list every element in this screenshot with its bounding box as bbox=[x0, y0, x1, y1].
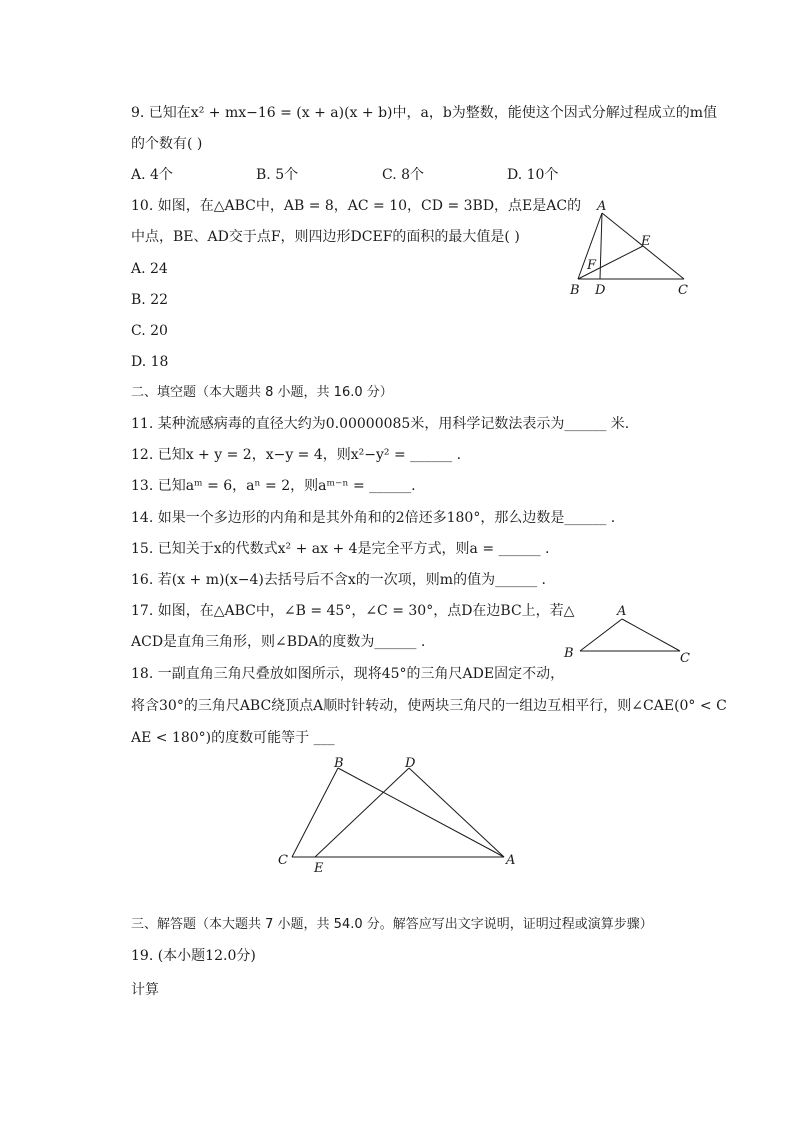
q17-triangle-figure bbox=[560, 600, 700, 664]
q10-label-b: B bbox=[570, 283, 580, 298]
q18-label-b: B bbox=[334, 756, 344, 771]
q9-stem-line2: 的个数有( ) bbox=[131, 136, 203, 152]
q9-option-d[interactable]: D. 10个 bbox=[507, 167, 559, 183]
q19-instruction: 计算 bbox=[131, 982, 159, 998]
q15-stem: 15. 已知关于x的代数式x² + ax + 4是完全平方式，则a = ______ . bbox=[131, 541, 550, 557]
q18-segment-ba bbox=[338, 768, 504, 857]
q17-label-c: C bbox=[680, 651, 690, 664]
q18-stem-line1: 18. 一副直角三角尺叠放如图所示，现将45°的三角尺ADE固定不动， bbox=[131, 666, 565, 682]
q10-option-c[interactable]: C. 20 bbox=[131, 323, 168, 339]
section-2-title: 二、填空题（本大题共 8 小题，共 16.0 分） bbox=[131, 385, 393, 400]
q10-label-a: A bbox=[597, 199, 607, 214]
q10-label-e: E bbox=[641, 234, 651, 249]
q10-label-d: D bbox=[595, 283, 606, 298]
q18-label-c: C bbox=[278, 853, 288, 868]
q10-label-f: F bbox=[587, 258, 597, 273]
q17-stem-line2: ACD是直角三角形，则∠BDA的度数为______ . bbox=[131, 634, 426, 650]
q9-stem-line1: 9. 已知在x² + mx−16 = (x + a)(x + b)中，a，b为整数，能使这个因式分解过程成立的m值 bbox=[131, 105, 718, 121]
q10-stem-line2: 中点，BE、AD交于点F，则四边形DCEF的面积的最大值是( ) bbox=[131, 229, 520, 245]
q10-option-d[interactable]: D. 18 bbox=[131, 354, 169, 370]
q17-segment-ac bbox=[622, 619, 680, 651]
q17-label-b: B bbox=[564, 646, 574, 661]
q9-option-a[interactable]: A. 4个 bbox=[131, 167, 173, 183]
q18-label-e: E bbox=[314, 861, 324, 876]
q18-set-squares-figure bbox=[270, 752, 530, 878]
q10-option-a[interactable]: A. 24 bbox=[131, 261, 168, 277]
q11-stem: 11. 某种流感病毒的直径大约为0.00000085米，用科学记数法表示为______ 米. bbox=[131, 416, 630, 432]
section-3-title: 三、解答题（本大题共 7 小题，共 54.0 分。解答应写出文字说明，证明过程或演算步骤） bbox=[131, 917, 653, 932]
q16-stem: 16. 若(x + m)(x−4)去括号后不含x的一次项，则m的值为______ . bbox=[131, 572, 546, 588]
q10-stem-line1: 10. 如图，在△ABC中，AB = 8，AC = 10，CD = 3BD，点E是AC的 bbox=[131, 198, 582, 214]
q9-option-b[interactable]: B. 5个 bbox=[256, 167, 299, 183]
q13-stem: 13. 已知aᵐ = 6，aⁿ = 2，则aᵐ⁻ⁿ = ______. bbox=[131, 478, 416, 494]
q14-stem: 14. 如果一个多边形的内角和是其外角和的2倍还多180°，那么边数是______ . bbox=[131, 510, 616, 526]
q17-segment-ab bbox=[580, 619, 622, 651]
q10-segment-ad bbox=[600, 213, 602, 279]
q19-header: 19. (本小题12.0分) bbox=[131, 948, 256, 964]
q17-stem-line1: 17. 如图，在△ABC中，∠B = 45°，∠C = 30°，点D在边BC上，若△ bbox=[131, 603, 575, 619]
q18-stem-line2: 将含30°的三角尺ABC绕顶点A顺时针转动，使两块三角尺的一组边互相平行，则∠CAE(0° < C bbox=[131, 698, 727, 714]
q12-stem: 12. 已知x + y = 2，x−y = 4，则x²−y² = ______ . bbox=[131, 447, 462, 463]
q9-option-c[interactable]: C. 8个 bbox=[382, 167, 425, 183]
q18-segment-da bbox=[409, 768, 504, 857]
q17-label-a: A bbox=[617, 604, 627, 619]
q18-segment-bc bbox=[292, 768, 338, 857]
q18-stem-line3: AE < 180°)的度数可能等于 ___ bbox=[131, 730, 335, 746]
q18-label-a: A bbox=[506, 853, 516, 868]
q10-option-b[interactable]: B. 22 bbox=[131, 292, 169, 308]
q10-label-c: C bbox=[678, 283, 688, 298]
q18-label-d: D bbox=[405, 756, 416, 771]
q10-triangle-figure bbox=[560, 196, 700, 300]
